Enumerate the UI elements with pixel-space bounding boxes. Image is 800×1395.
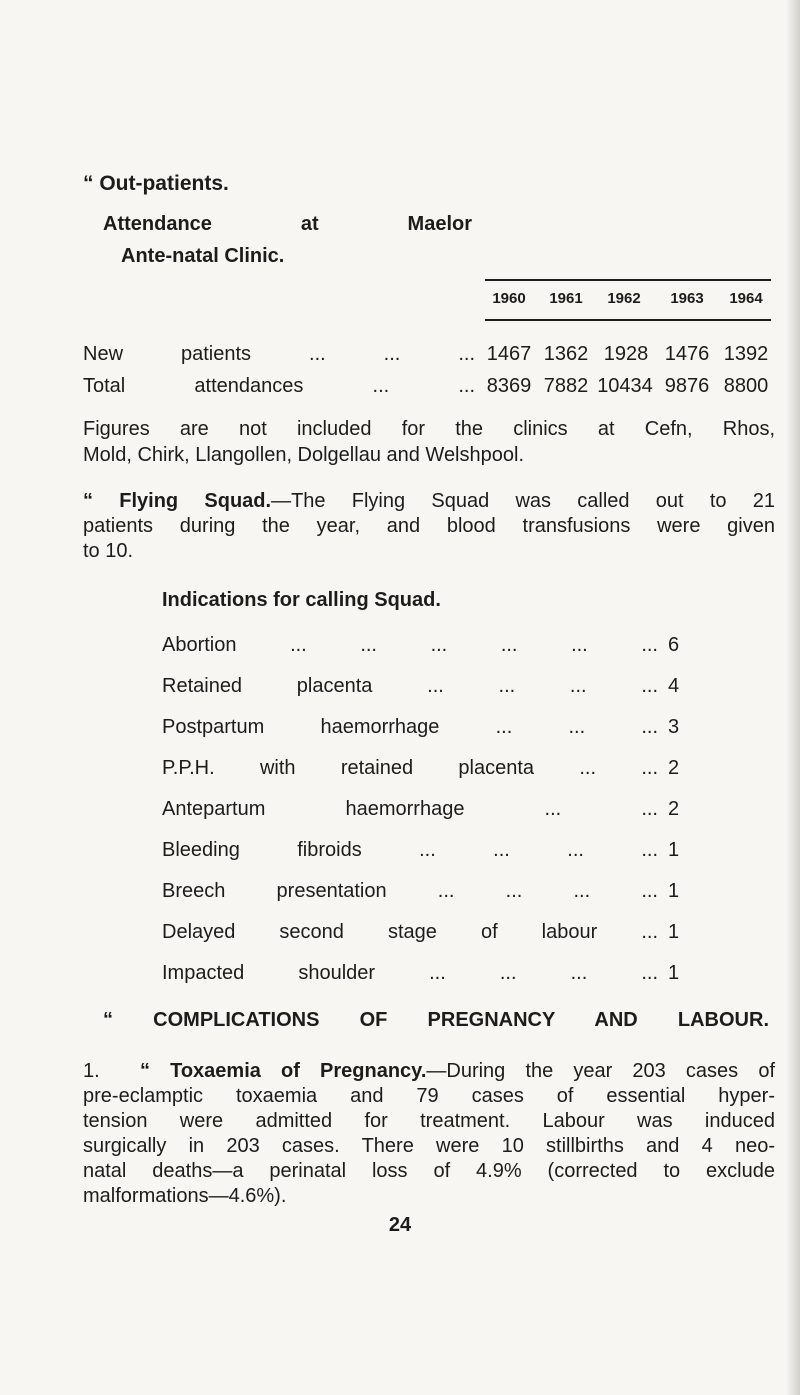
table-cell: 8800 — [723, 375, 769, 397]
list-item: Abortion ... ... ... ... ... ... — [162, 634, 658, 656]
table-cell: 1928 — [603, 343, 649, 365]
list-item: Antepartum haemorrhage ... ... — [162, 798, 658, 820]
table-cell: 1392 — [723, 343, 769, 365]
year-header-1960: 1960 — [492, 290, 526, 307]
list-item-value: 1 — [668, 880, 680, 902]
table-title-line2: Ante-natal Clinic. — [121, 245, 285, 267]
list-item-value: 3 — [668, 716, 680, 738]
list-item: Postpartum haemorrhage ... ... ... — [162, 716, 658, 738]
list-item: Breech presentation ... ... ... ... — [162, 880, 658, 902]
table-cell: 1476 — [664, 343, 710, 365]
note-line-1: Figures are not included for the clinics at Cefn, Rhos, — [83, 418, 775, 440]
row-label-new-patients: New patients ... ... ... — [83, 343, 475, 365]
toxaemia-lead: “ Toxaemia of Pregnancy. — [139, 1060, 427, 1082]
list-item: Delayed second stage of labour ... — [162, 921, 658, 943]
toxaemia-line-6: malformations—4.6%). — [83, 1185, 287, 1207]
flying-squad-line-2: patients during the year, and blood transfusions were given — [83, 515, 775, 537]
year-header-1962: 1962 — [607, 290, 641, 307]
list-item: Retained placenta ... ... ... ... — [162, 675, 658, 697]
note-line-2: Mold, Chirk, Llangollen, Dolgellau and Welshpool. — [83, 444, 524, 466]
list-item-value: 2 — [668, 798, 680, 820]
table-header-rule — [485, 319, 771, 321]
list-item: Bleeding fibroids ... ... ... ... — [162, 839, 658, 861]
list-item-value: 1 — [668, 839, 680, 861]
year-header-1964: 1964 — [729, 290, 763, 307]
page-edge-shadow — [786, 0, 800, 1395]
toxaemia-number: 1. — [83, 1060, 100, 1082]
table-title-line1: Attendance at Maelor — [103, 213, 472, 235]
table-cell: 1362 — [543, 343, 589, 365]
list-item: Impacted shoulder ... ... ... ... — [162, 962, 658, 984]
section-heading: “ Out-patients. — [83, 172, 229, 195]
complications-heading: “ COMPLICATIONS OF PREGNANCY AND LABOUR. — [103, 1009, 769, 1031]
list-item-value: 6 — [668, 634, 680, 656]
table-top-rule — [485, 279, 771, 281]
list-item: P.P.H. with retained placenta ... ... — [162, 757, 658, 779]
year-header-1961: 1961 — [549, 290, 583, 307]
flying-squad-lead: “ Flying Squad. — [83, 490, 272, 512]
row-label-total-attendances: Total attendances ... ... — [83, 375, 475, 397]
flying-squad-line-3: to 10. — [83, 540, 134, 562]
toxaemia-line-3: tension were admitted for treatment. Labour was induced — [83, 1110, 775, 1132]
toxaemia-line-2: pre-eclamptic toxaemia and 79 cases of essential hyper- — [83, 1085, 775, 1107]
list-item-value: 1 — [668, 921, 680, 943]
toxaemia-line-5: natal deaths—a perinatal loss of 4.9% (corrected to exclude — [83, 1160, 775, 1182]
table-cell: 1467 — [486, 343, 532, 365]
flying-squad-text: —The Flying Squad was called out to 21 — [271, 490, 776, 512]
toxaemia-line-4: surgically in 203 cases. There were 10 stillbirths and 4 neo- — [83, 1135, 775, 1157]
indications-title: Indications for calling Squad. — [162, 589, 441, 611]
flying-squad-line-1 — [83, 490, 775, 513]
toxaemia-text: —During the year 203 cases of — [426, 1060, 776, 1082]
year-header-1963: 1963 — [670, 290, 704, 307]
list-item-value: 2 — [668, 757, 680, 779]
list-item-value: 4 — [668, 675, 680, 697]
table-cell: 7882 — [543, 375, 589, 397]
list-item-value: 1 — [668, 962, 680, 984]
page-number: 24 — [388, 1214, 412, 1236]
table-cell: 8369 — [486, 375, 532, 397]
toxaemia-line-1 — [83, 1060, 775, 1083]
table-cell: 10434 — [597, 375, 653, 397]
table-cell: 9876 — [664, 375, 710, 397]
